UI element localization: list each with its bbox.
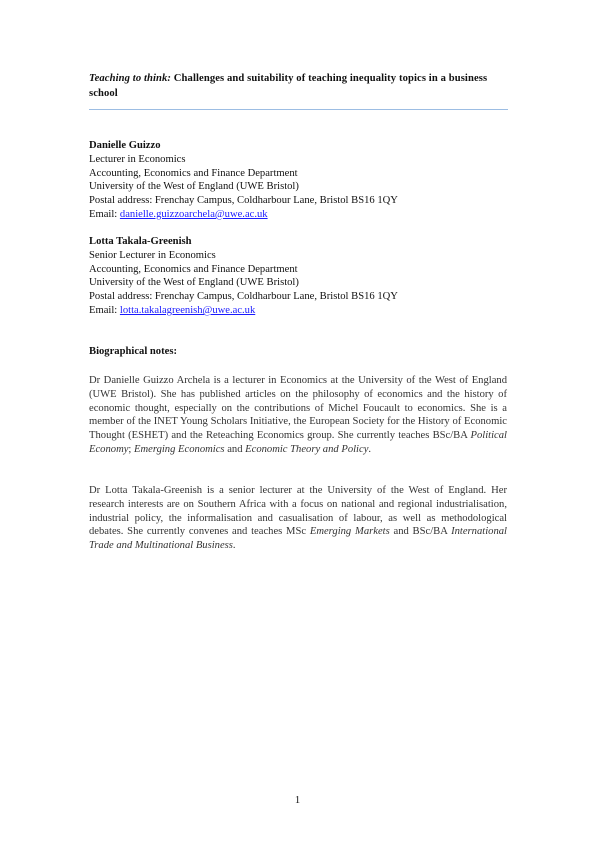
bio-paragraph-2: [89, 484, 507, 553]
email-label: Email:: [89, 208, 120, 220]
bio-text: ;: [128, 443, 135, 455]
author-email-line: [89, 208, 398, 222]
author-block-2: [89, 235, 398, 318]
bio-text: Dr Danielle Guizzo Archela is a lecturer in Economics at the University of the West of England (UWE Bristol). She has published articles on the philosophy of economics and the history of economic thought, especially on the contributions of Michel Foucault to economics. She is a member of the INET Young Scholars Initiative, the European Society for the History of Economic Thought (ESHET) and the Reteaching Economics group. She currently teaches BSc/BA: [89, 375, 507, 442]
bio-text: and: [224, 443, 246, 455]
bio-text: Dr Lotta Takala-Greenish is a senior lecturer at the University of the West of England. Her research interests are on Southern Africa with a focus on national and regional industrialisation, industrial policy, the informalisation and casualisation of labour, as well as methodological debates. She currently convenes and teaches MSc: [89, 485, 507, 538]
title-rest: Challenges and suitability of teaching inequality topics in a business school: [89, 73, 488, 99]
author-address: Postal address: Frenchay Campus, Coldharbour Lane, Bristol BS16 1QY: [89, 291, 398, 303]
bio-text: .: [368, 443, 372, 455]
page-number: 1: [294, 795, 301, 806]
course-title: Emerging Markets: [309, 526, 390, 538]
author-name: Lotta Takala-Greenish: [89, 236, 192, 247]
email-label: Email:: [89, 304, 120, 316]
author-university: University of the West of England (UWE Bristol): [89, 181, 299, 193]
author-role: Senior Lecturer in Economics: [89, 249, 216, 261]
bio-text: and BSc/BA: [389, 526, 452, 538]
course-title: International Trade and Multinational Business: [89, 526, 507, 552]
biographical-notes-heading: Biographical notes:: [89, 346, 177, 357]
author-name: Danielle Guizzo: [89, 140, 161, 151]
course-title: Political Economy: [89, 430, 507, 455]
bio-text: .: [232, 540, 236, 552]
course-title: Emerging Economics: [134, 443, 225, 455]
author-department: Accounting, Economics and Finance Department: [89, 167, 298, 179]
author-email-line: [89, 304, 398, 318]
email-link[interactable]: lotta.takalagreenish@uwe.ac.uk: [119, 304, 256, 316]
author-block-1: [89, 139, 398, 222]
author-department: Accounting, Economics and Finance Department: [89, 263, 298, 275]
paper-title: [89, 71, 507, 101]
author-address: Postal address: Frenchay Campus, Coldharbour Lane, Bristol BS16 1QY: [89, 195, 398, 207]
course-title: Economic Theory and Policy: [245, 443, 369, 455]
title-divider: [89, 109, 508, 110]
author-university: University of the West of England (UWE Bristol): [89, 277, 299, 289]
bio-paragraph-1: [89, 374, 507, 457]
author-role: Lecturer in Economics: [89, 153, 186, 165]
email-link[interactable]: danielle.guizzoarchela@uwe.ac.uk: [119, 208, 268, 220]
title-lead: Teaching to think:: [89, 73, 172, 84]
